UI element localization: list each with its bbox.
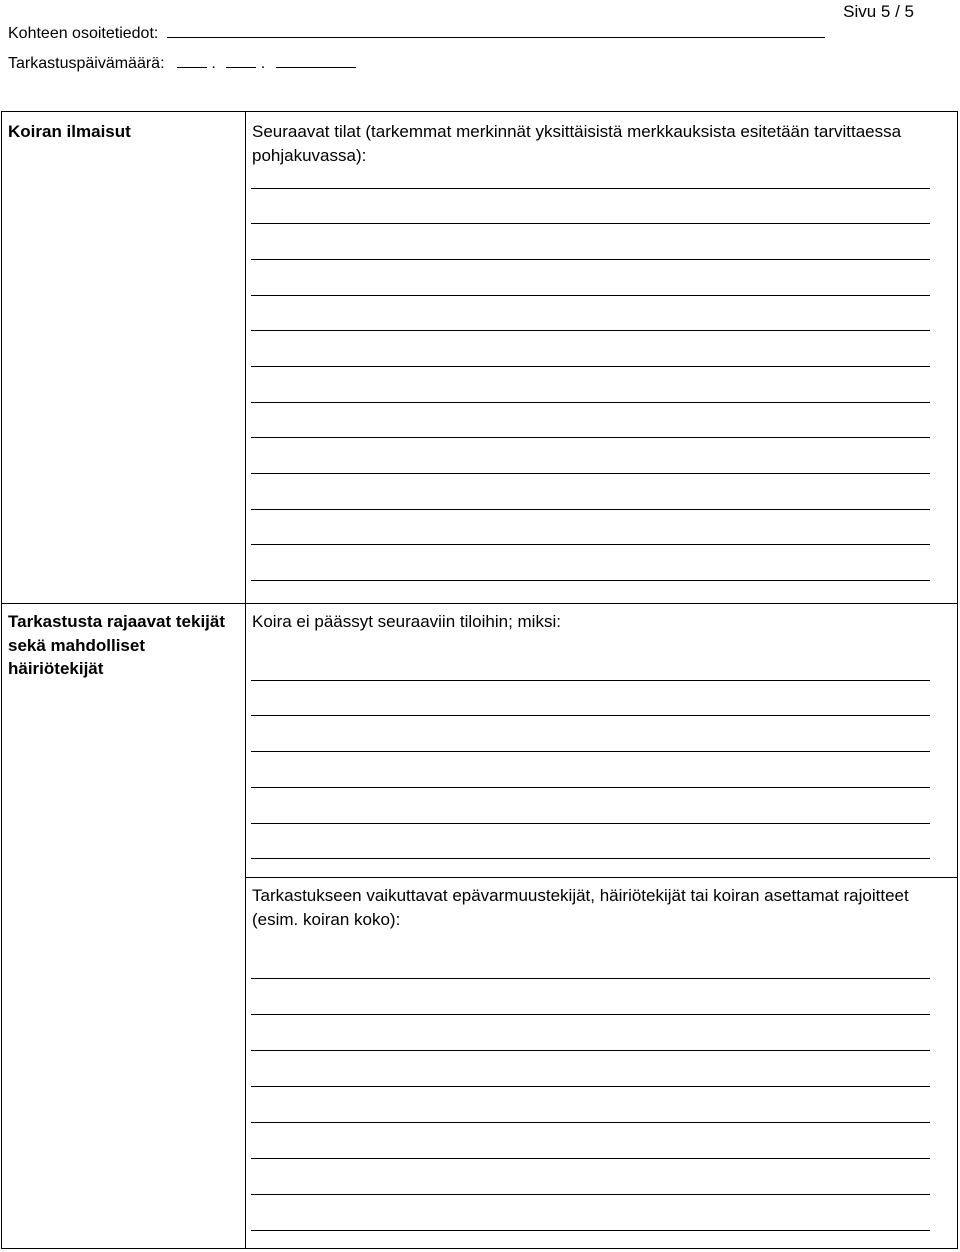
write-line[interactable] [251,1122,930,1123]
write-line[interactable] [251,715,930,716]
address-field[interactable] [167,23,825,38]
section-text-dog-indications: Seuraavat tilat (tarkemmat merkinnät yksittäisistä merkkauksista esitetään tarvittaessa pohjakuvassa): [252,122,902,165]
write-line[interactable] [251,402,930,403]
section-label-dog-indications: Koiran ilmaisut [8,122,131,141]
date-label: Tarkastuspäivämäärä: [8,55,165,72]
section-text-uncertainty-factors: Tarkastukseen vaikuttavat epävarmuustekijät, häiriötekijät tai koiran asettamat rajoitteet (esim. koiran koko): [252,886,909,929]
write-line[interactable] [251,1230,930,1231]
write-line[interactable] [251,330,930,331]
write-line[interactable] [251,366,930,367]
write-line[interactable] [251,259,930,260]
date-month-field[interactable] [226,53,256,68]
write-line[interactable] [251,1158,930,1159]
write-line[interactable] [251,787,930,788]
write-line[interactable] [251,823,930,824]
write-line[interactable] [251,437,930,438]
date-separator: . [211,55,216,72]
date-day-field[interactable] [177,53,207,68]
write-line[interactable] [251,751,930,752]
write-line[interactable] [251,295,930,296]
section-text-inaccessible-rooms: Koira ei päässyt seuraaviin tiloihin; miksi: [252,612,561,631]
write-line[interactable] [251,680,930,681]
write-line[interactable] [251,473,930,474]
write-line[interactable] [251,1014,930,1015]
section-label-limiting-factors: Tarkastusta rajaavat tekijät sekä mahdolliset häiriötekijät [8,612,226,678]
write-line[interactable] [251,223,930,224]
column-divider [245,112,246,1248]
date-separator: . [260,55,266,72]
write-line[interactable] [251,509,930,510]
address-label: Kohteen osoitetiedot: [8,25,159,42]
date-year-field[interactable] [276,53,356,68]
write-line[interactable] [251,580,930,581]
write-line[interactable] [251,544,930,545]
row-divider [2,603,957,604]
write-line[interactable] [251,1086,930,1087]
page-number: Sivu 5 / 5 [843,2,914,21]
write-line[interactable] [251,858,930,859]
write-line[interactable] [251,1050,930,1051]
write-line[interactable] [251,1194,930,1195]
date-row [8,53,356,73]
address-row [8,23,825,43]
write-line[interactable] [251,188,930,189]
section-divider [245,877,957,878]
write-line[interactable] [251,978,930,979]
